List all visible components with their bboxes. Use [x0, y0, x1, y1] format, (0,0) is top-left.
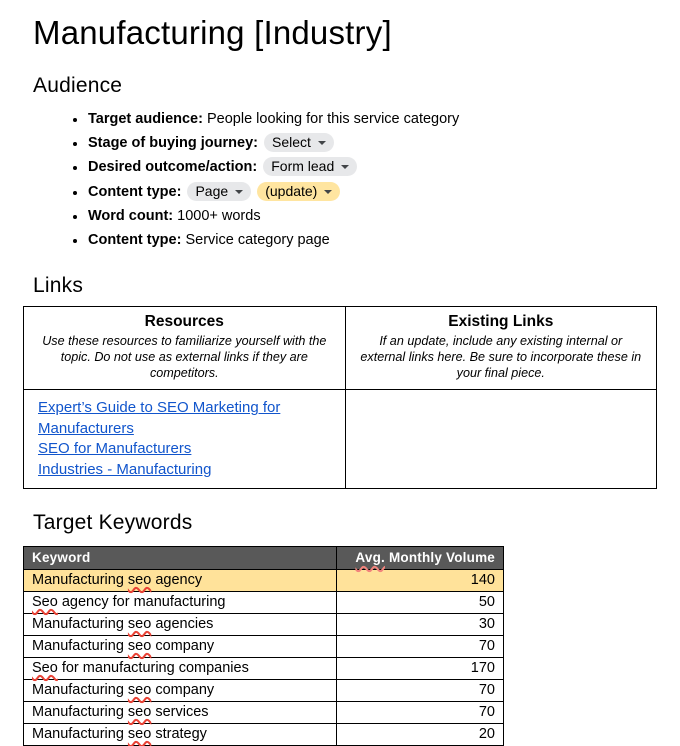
spellcheck-squiggle: seo: [127, 638, 152, 655]
volume-cell: 50: [337, 592, 504, 614]
dropdown-chip-label: Page: [195, 182, 229, 199]
audience-bullet: [87, 228, 657, 252]
existing-links-description: If an update, include any existing internal or external links here. Be sure to incorporate these in your final piece.: [360, 333, 642, 381]
dropdown-chip[interactable]: [263, 157, 357, 176]
volume-cell: 70: [337, 680, 504, 702]
keyword-cell: Manufacturing seo company: [24, 636, 337, 658]
spellcheck-squiggle: seo: [127, 572, 152, 589]
keyword-row: [24, 614, 504, 636]
keyword-cell: Seo for manufacturing companies: [24, 658, 337, 680]
keyword-row: [24, 724, 504, 746]
volume-cell: 170: [337, 658, 504, 680]
bullet-label: Desired outcome/action:: [88, 159, 258, 176]
audience-bullet: [87, 107, 657, 131]
existing-links-title: Existing Links: [448, 312, 554, 330]
dropdown-chip-label: Select: [272, 134, 311, 151]
bullet-text: Service category page: [185, 232, 330, 249]
chevron-down-icon: [341, 165, 349, 169]
volume-cell: 140: [337, 570, 504, 592]
page-title: Manufacturing [Industry]: [33, 14, 392, 51]
keyword-row: [24, 592, 504, 614]
resource-link[interactable]: Industries - Manufacturing: [38, 460, 212, 478]
keyword-cell: Manufacturing seo strategy: [24, 724, 337, 746]
audience-bullet: [87, 204, 657, 228]
volume-cell: 30: [337, 614, 504, 636]
spellcheck-squiggle: Seo: [32, 594, 58, 611]
chevron-down-icon: [318, 141, 326, 145]
resources-title: Resources: [144, 312, 224, 330]
keyword-cell: Manufacturing seo agencies: [24, 614, 337, 636]
bullet-label: Word count:: [88, 208, 174, 225]
bullet-label: Content type:: [88, 183, 182, 200]
keywords-table: [23, 546, 504, 746]
volume-cell: 70: [337, 702, 504, 724]
dropdown-chip-label: (update): [265, 182, 318, 199]
dropdown-chip-label: Form lead: [271, 158, 335, 175]
dropdown-chip[interactable]: [264, 133, 334, 152]
audience-bullet-list: [23, 107, 657, 253]
dropdown-chip[interactable]: [187, 182, 251, 201]
audience-bullet: [87, 180, 657, 204]
keywords-heading: Target Keywords: [33, 511, 193, 535]
volume-cell: 20: [337, 724, 504, 746]
keyword-column-header: Keyword: [24, 547, 337, 570]
keyword-row: [24, 680, 504, 702]
keyword-row: [24, 702, 504, 724]
chevron-down-icon: [235, 190, 243, 194]
spellcheck-squiggle: seo: [127, 682, 152, 699]
keyword-row: [24, 658, 504, 680]
resources-description: Use these resources to familiarize yourself with the topic. Do not use as external links if they are competitors.: [42, 333, 327, 381]
spellcheck-squiggle: seo: [127, 704, 152, 721]
spellcheck-squiggle: seo: [127, 616, 152, 633]
chevron-down-icon: [324, 190, 332, 194]
dropdown-chip[interactable]: [257, 182, 340, 201]
audience-bullet: [87, 131, 657, 155]
keyword-row: [24, 570, 504, 592]
keyword-cell: Seo agency for manufacturing: [24, 592, 337, 614]
existing-links-cell: [345, 390, 656, 489]
bullet-label: Stage of buying journey:: [88, 135, 258, 152]
links-table: [23, 306, 657, 490]
keyword-cell: Manufacturing seo services: [24, 702, 337, 724]
bullet-text: 1000+ words: [177, 208, 261, 225]
links-heading: Links: [33, 273, 84, 297]
resources-links-cell: [24, 390, 346, 489]
spellcheck-squiggle: seo: [127, 726, 152, 743]
keyword-cell: Manufacturing seo company: [24, 680, 337, 702]
volume-cell: 70: [337, 636, 504, 658]
existing-links-header-cell: [345, 306, 656, 390]
bullet-text: People looking for this service category: [206, 110, 460, 127]
resources-header-cell: [24, 306, 346, 390]
bullet-label: Target audience:: [88, 110, 203, 127]
audience-heading: Audience: [33, 73, 123, 97]
audience-bullet: [87, 155, 657, 179]
volume-column-header: Avg. Monthly Volume: [337, 547, 504, 570]
keyword-row: [24, 636, 504, 658]
spellcheck-squiggle: Seo: [32, 660, 58, 677]
resource-link[interactable]: Expert’s Guide to SEO Marketing for Manufacturers: [38, 399, 281, 437]
bullet-label: Content type:: [88, 232, 182, 249]
keyword-cell: Manufacturing seo agency: [24, 570, 337, 592]
resource-link[interactable]: SEO for Manufacturers: [38, 440, 192, 458]
spellcheck-squiggle: Avg.: [355, 550, 385, 566]
